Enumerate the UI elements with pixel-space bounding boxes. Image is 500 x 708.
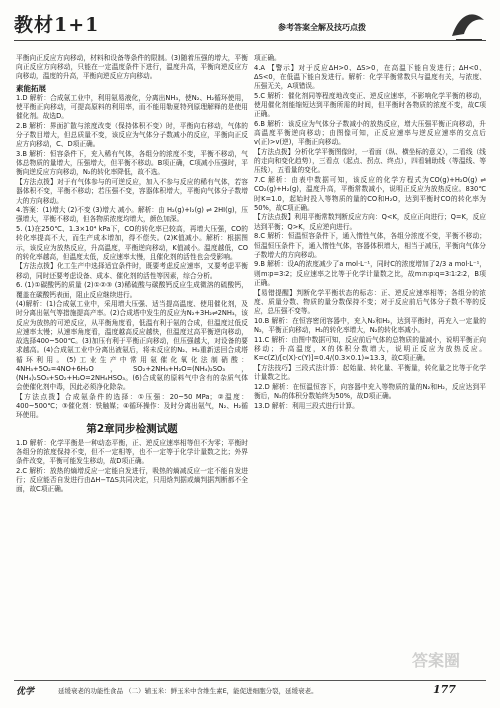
answer-paragraph: 3.B 解析：恒容条件下，充入稀有气体，各组分的浓度不变，平衡不移动，气体总物质的量增大，压强增大，但平衡不移动。B项正确，C项减小压强时，平衡向逆反应方向移动，N₂的转化率降低，故不选。 xyxy=(16,150,248,177)
section-heading: 素能拓展 xyxy=(16,83,46,93)
answer-paragraph: 4.A 【警示】对于反应ΔH>0、ΔS>0，在高温下能自发进行；ΔH<0、ΔS<0，在低温下能自发进行。解析：化学平衡常数只与温度有关，与浓度、压强无关，A项错误。 xyxy=(254,63,486,91)
answer-paragraph: 1.D 解析：化学平衡是一种动态平衡，正、逆反应速率相等但不为零；平衡时各组分的浓度保持不变，但不一定相等，也不一定等于化学计量数之比；外界条件改变，平衡可能发生移动，故D项正确。 xyxy=(16,438,248,466)
answer-paragraph: 1.D 解析：合成氨工业中，利用氨易液化，分离出NH₃，使N₂、H₂循环使用，使平衡正向移动，可提高原料的利用率，而不能用勒夏特列原理解释的是使用催化剂。故选D。 xyxy=(16,93,248,121)
book-logo: 教材1+1 xyxy=(14,14,100,36)
answer-paragraph: 13.D 解析：利用三段式进行计算。 xyxy=(254,401,359,410)
answer-paragraph: 5. (1)在250℃、1.3×10⁴ kPa下，CO的转化率已较高，再增大压强，CO的转化率提高不大，而生产成本增加，得不偿失。(2)K值减小。解析：根据图示，该反应为放热反应，升高温度，平衡逆向移动，K值减小。温度越低，CO的转化率越高，但温度太低，反应速率太慢，且催化剂的活性也会受影响。 xyxy=(16,225,248,261)
tip-paragraph: 【方法技巧】三段式法计算：起始量、转化量、平衡量，转化量之比等于化学计量数之比。 xyxy=(254,363,486,381)
tip-paragraph: 【方法点拨】对于有气体参与的可逆反应，加入不参与反应的稀有气体，若容器体积不变，平衡不移动；若压强不变，容器体积增大，平衡向气体分子数增大的方向移动。 xyxy=(16,178,248,205)
tip-paragraph: 【方法点拨】分析化学平衡图像时，一看面（纵、横坐标的意义），二看线（线的走向和变化趋势），三看点（起点、拐点、终点），四看辅助线（等温线、等压线），五看量的变化。 xyxy=(254,148,486,175)
tip-paragraph: 【方法点拨】化工生产中选择适宜条件时，既要考虑反应速率，又要考虑平衡移动，同时还要考虑设备、成本、催化剂的活性等因素，综合分析。 xyxy=(16,262,248,280)
answer-paragraph: 11.C 解析：由图中数据可知，反应前后气体的总物质的量减小，说明平衡正向移动；升高温度，X的体积分数增大，说明正反应为放热反应。K=c(Z)/[c(X)·c(Y)]=0.4/(0.3×0.1)≈13.3，故C项正确。 xyxy=(254,335,486,362)
answer-paragraph: 7.C 解析：由表中数据可知，该反应的化学方程式为CO(g)+H₂O(g) ⇌ CO₂(g)+H₂(g)，温度升高，平衡常数减小，说明正反应为放热反应。830℃时K=1.0，起始时投入等物质的量的CO和H₂O，达到平衡时CO的转化率为50%，故C项正确。 xyxy=(254,176,486,212)
chapter-test-title: 第2章同步检测试题 xyxy=(86,423,178,436)
answer-paragraph: 5.C 解析：催化剂同等程度地改变正、逆反应速率，不影响化学平衡的移动，使用催化剂能缩短达到平衡所需的时间，但平衡时各物质的浓度不变，故C项正确。 xyxy=(254,91,486,119)
answer-paragraph: 9.B 解析：设A的浓度减少了a mol·L⁻¹，同时C的浓度增加了2/3 a mol·L⁻¹，则m∶p=3∶2；反应速率之比等于化学计量数之比，故m∶n∶p∶q=3∶1∶2∶2，B项正确。 xyxy=(254,260,486,287)
tip-paragraph: 【方法点拨】利用平衡常数判断反应方向：Q<K，反应正向进行；Q=K，反应达到平衡；Q>K，反应逆向进行。 xyxy=(254,213,486,231)
answer-paragraph: 8.C 解析：恒温恒容条件下，通入惰性气体，各组分浓度不变，平衡不移动；恒温恒压条件下，通入惰性气体，容器体积增大，相当于减压，平衡向气体分子数增大的方向移动。 xyxy=(254,232,486,259)
answer-paragraph: 2.B 解析：界面扩散与浓度改变（保持体积不变）时，平衡向右移动，气体的分子数目增大，但总质量不变，该反应为气体分子数减小的反应，平衡向正反应方向移动，C、D项正确。 xyxy=(16,121,248,149)
answer-paragraph: 12.D 解析：在恒温恒容下，向容器中充入等物质的量的N₂和H₂，反应达到平衡后，N₂的体积分数始终为50%，故D项正确。 xyxy=(254,382,486,400)
page-footer xyxy=(0,672,500,708)
tip-paragraph: 【方法点拨】合成氨条件的选择：①压强：20~50 MPa；②温度：400~500℃；③催化剂：铁触媒；④循环操作：及时分离出氨气，N₂、H₂循环使用。 xyxy=(16,392,248,420)
right-column xyxy=(254,54,486,670)
header-rule xyxy=(14,40,486,41)
page-header xyxy=(0,0,500,52)
left-column xyxy=(16,54,248,670)
tip-paragraph: 【易错提醒】判断化学平衡状态的标志：正、逆反应速率相等；各组分的浓度、质量分数、物质的量分数保持不变；对于反应前后气体分子数不等的反应，总压强不变等。 xyxy=(254,288,486,315)
watermark-text: 答案圈 xyxy=(412,651,461,670)
answer-paragraph: 10.B 解析：在恒容密闭容器中，充入N₂和H₂，达到平衡时，再充入一定量的N₂，平衡正向移动，H₂的转化率增大，N₂的转化率减小。 xyxy=(254,316,486,334)
footer-text: 延缓衰老的功能性食品 （二）辅玉米：鲜玉米中含维生素E，能促进细胞分裂，延缓衰老。 xyxy=(58,687,318,695)
answer-paragraph: 2.C 解析：放热的熵增反应一定能自发进行，吸热的熵减反应一定不能自发进行；反应能否自发进行由ΔH−TΔS共同决定，只用焓判据或熵判据判断都不全面，故C项正确。 xyxy=(16,466,248,494)
page-number: 177 xyxy=(433,683,456,696)
answer-paragraph: 项正确。 xyxy=(254,54,281,62)
left-paragraph: 平衡向正反应方向移动，材料和设备等条件的限制。(3)随着压强的增大，平衡向正反应方向移动，只能在一定温度条件下进行，温度升高，平衡向逆反应方向移动，温度的升高，平衡向逆反应方向移动。 xyxy=(16,54,248,81)
answer-paragraph: 6. (1)①碳酸钙的质量 (2)①②③ (3)稀硫酸与碳酸钙反应生成微溶的硫酸钙，覆盖在碳酸钙表面，阻止反应继续进行。 xyxy=(16,281,248,299)
footer-logo: 优学 xyxy=(16,687,35,697)
footer-rule xyxy=(14,680,486,681)
header-title: 参考答案全解及技巧点拨 xyxy=(278,23,366,32)
answer-paragraph: 4.答案：(1)增大 (2)不变 (3)增大 减小。解析：由 H₂(g)+I₂(g) ⇌ 2HI(g)，压强增大，平衡不移动，但各物质浓度均增大，颜色加深。 xyxy=(16,206,248,224)
answer-paragraph: 6.B 解析：该反应为气体分子数减小的放热反应，增大压强平衡正向移动，升高温度平衡逆向移动；由图像可知，正反应速率与逆反应速率的交点后v(正)>v(逆)，平衡正向移动。 xyxy=(254,119,486,147)
answer-paragraph: (4)解析：(1)合成氨工业中，采用增大压强、适当提高温度、使用催化剂，及时分离出氨气等措施提高产率。(2)合成塔中发生的反应为N₂+3H₂⇌2NH₃，该反应为放热的可逆反应，从平衡角度看，低温有利于氨的合成，但温度过低反应速率太慢；从速率角度看，温度越高反应越快，但温度过高平衡逆向移动，故选择400~500℃。(3)加压有利于平衡正向移动，但压强越大，对设备的要求越高。(4)合成氨工业中分离出液氨后，将未反应的N₂、H₂重新送回合成塔循环利用。(5)工业生产中常用氨催化氧化法制硝酸：4NH₃+5O₂=4NO+6H₂O，SO₂+2NH₃+H₂O=(NH₄)₂SO₃，(NH₄)₂SO₃+SO₂+H₂O=2NH₄HSO₃。(6)合成氨的原料气中含有的杂质气体会使催化剂中毒，因此必须净化除杂。 xyxy=(16,300,248,392)
